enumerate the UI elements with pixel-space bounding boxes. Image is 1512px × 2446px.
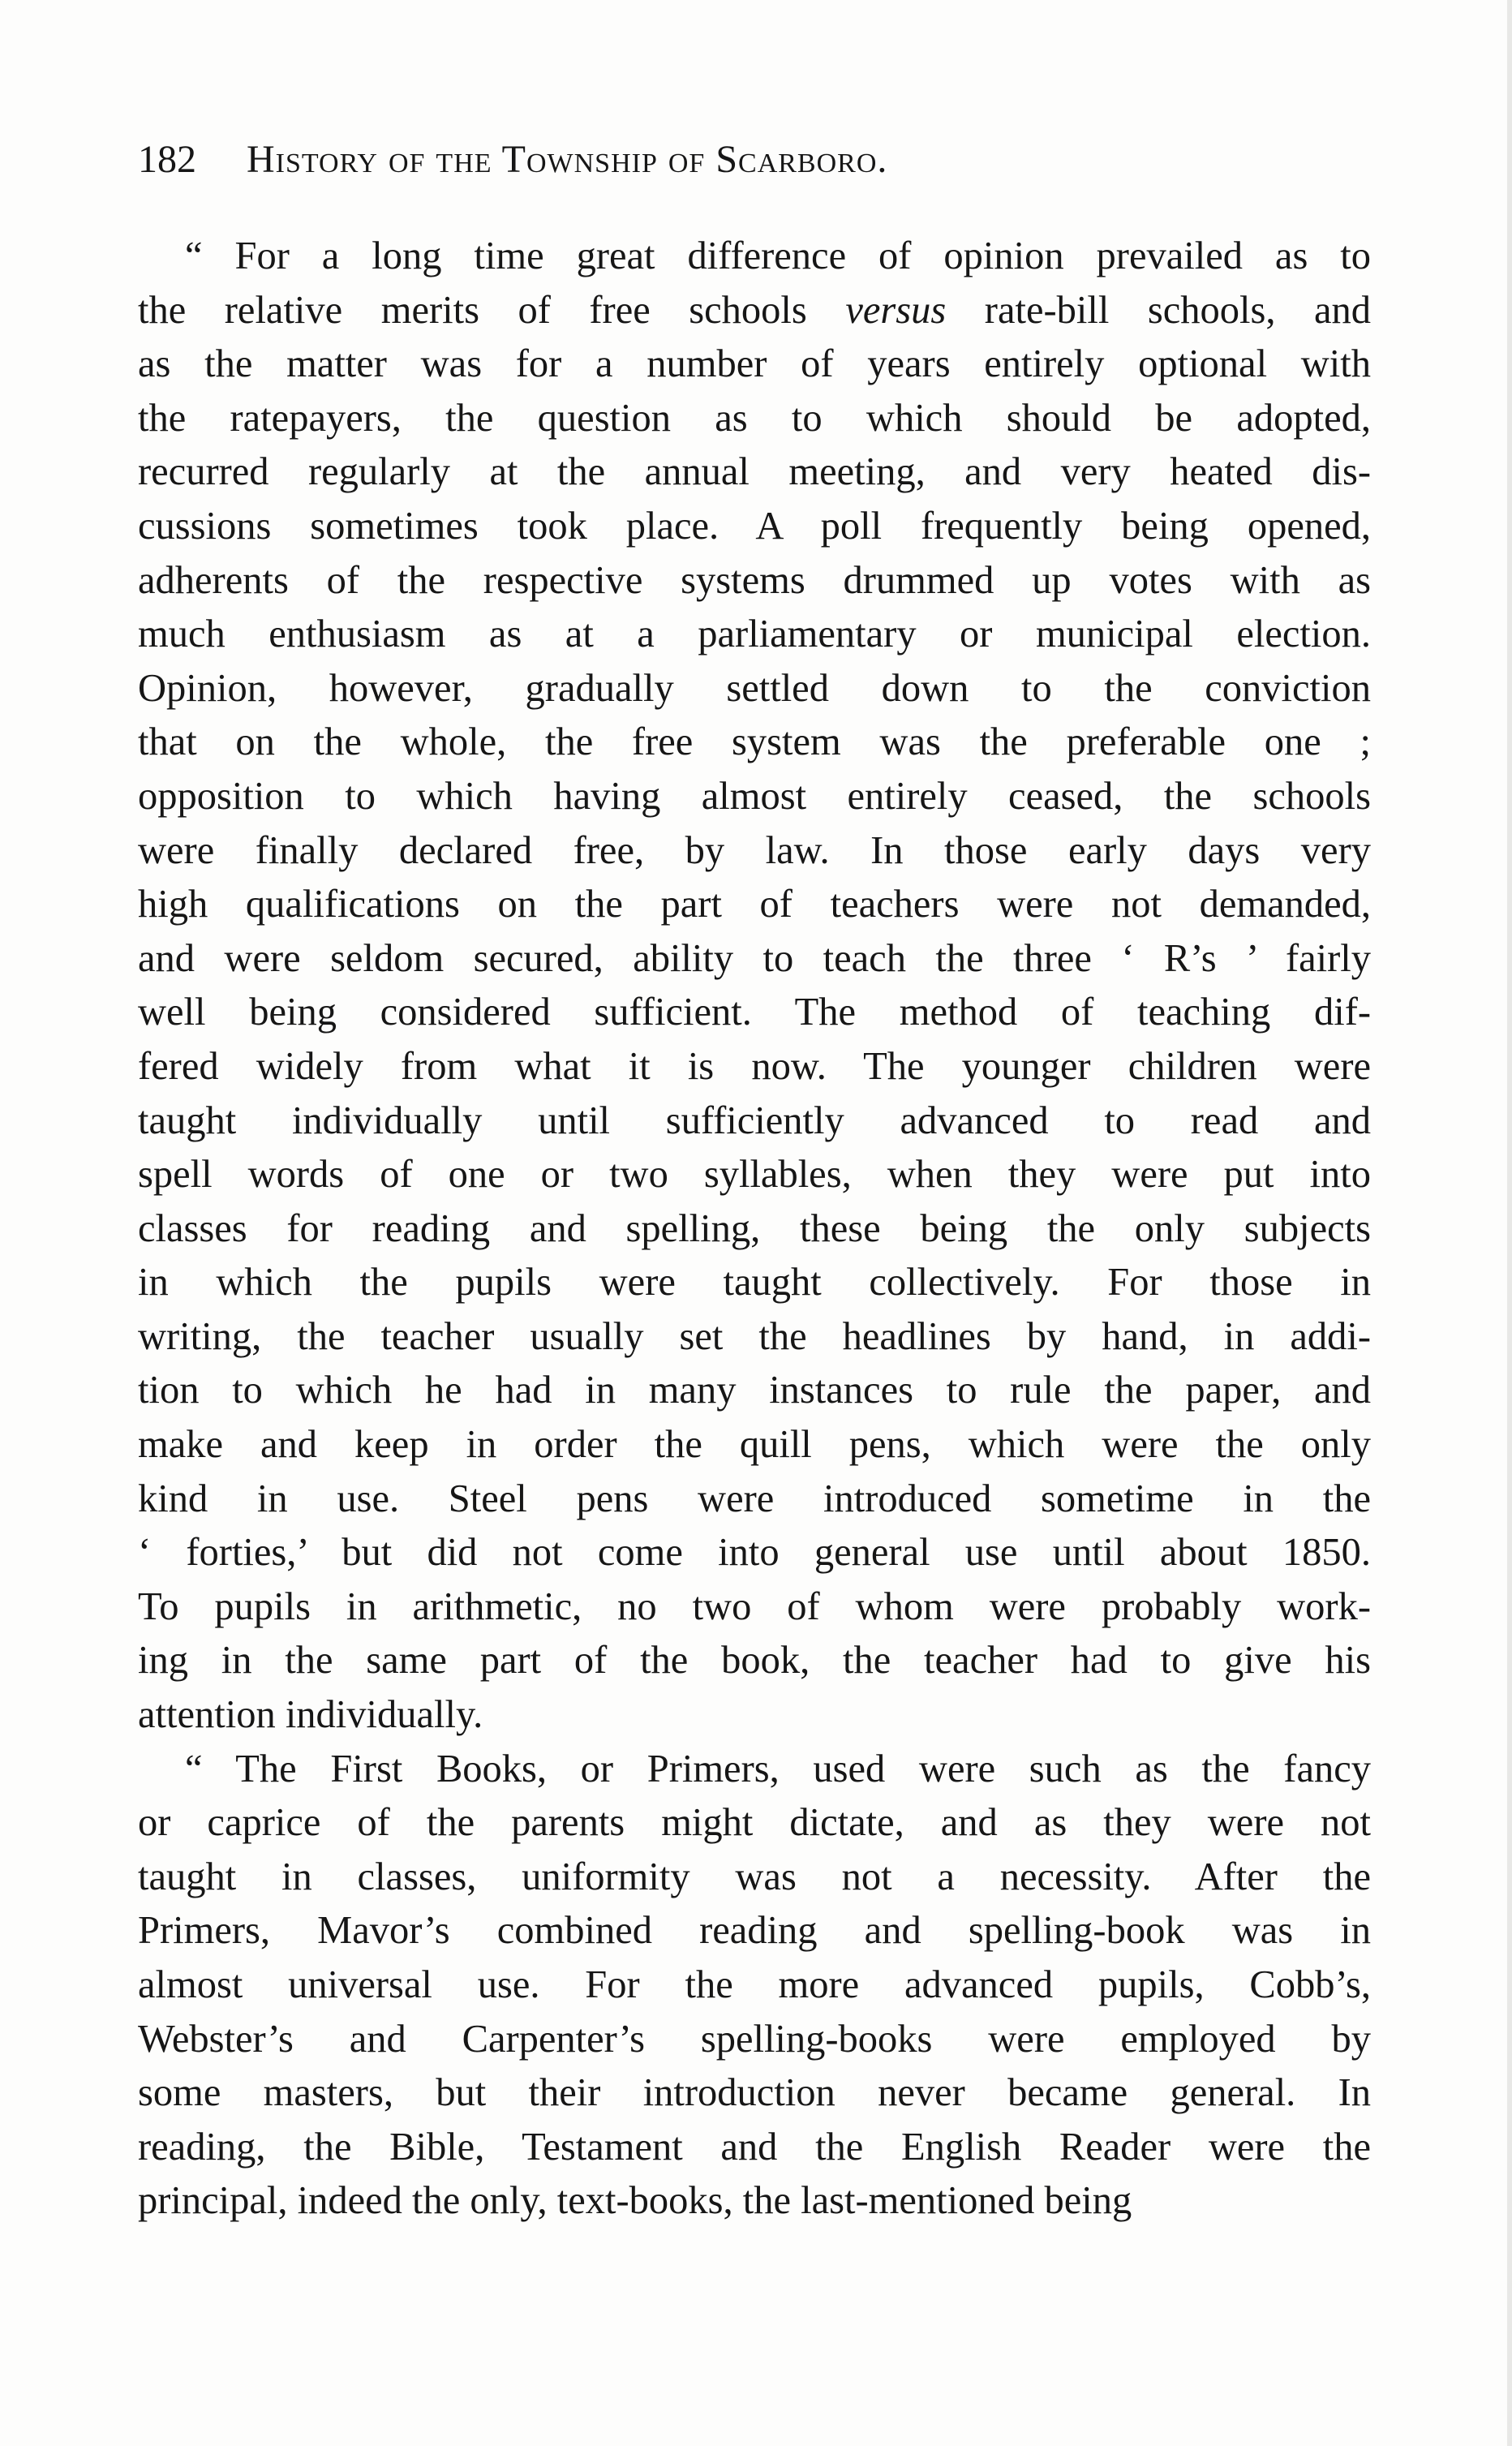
- text-line: classes for reading and spelling, these being the only subjects: [138, 1206, 1371, 1250]
- text-line: as the matter was for a number of years entirely optional with: [138, 342, 1371, 386]
- text-line: recurred regularly at the annual meeting, and very heated dis-: [138, 450, 1371, 494]
- text-line: much enthusiasm as at a parliamentary or municipal election.: [138, 613, 1371, 656]
- text-segment: rate-bill schools, and: [946, 288, 1372, 332]
- text-line: taught individually until sufficiently advanced to read and: [138, 1098, 1371, 1142]
- text-line: taught in classes, uniformity was not a necessity. After the: [138, 1855, 1371, 1898]
- text-line: attention individually.: [138, 1693, 483, 1737]
- page-number: 182: [138, 138, 196, 181]
- text-line: Webster’s and Carpenter’s spelling-books were employed by: [138, 2017, 1371, 2061]
- text-line: make and keep in order the quill pens, which were the only: [138, 1423, 1371, 1467]
- text-line: Primers, Mavor’s combined reading and spelling-book was in: [138, 1909, 1371, 1953]
- text-line: ing in the same part of the book, the teacher had to give his: [138, 1639, 1371, 1683]
- text-line: adherents of the respective systems drummed up votes with as: [138, 558, 1371, 602]
- text-line: “ For a long time great difference of opinion prevailed as to: [185, 234, 1371, 277]
- text-line: that on the whole, the free system was the preferable one ;: [138, 720, 1371, 764]
- text-line: some masters, but their introduction never became general. In: [138, 2071, 1371, 2115]
- scan-edge: [1507, 0, 1512, 2446]
- paragraph: [138, 230, 1371, 1743]
- body-text: [138, 230, 1371, 2229]
- text-line: ‘ forties,’ but did not come into general use until about 1850.: [138, 1531, 1371, 1575]
- text-line: or caprice of the parents might dictate, and as they were not: [138, 1801, 1371, 1845]
- text-segment: the relative merits of free schools: [138, 288, 846, 332]
- italic-word: versus: [845, 288, 947, 332]
- text-line: principal, indeed the only, text-books, the last-mentioned being: [138, 2179, 1132, 2223]
- text-line: almost universal use. For the more advanced pupils, Cobb’s,: [138, 1963, 1371, 2006]
- text-line: spell words of one or two syllables, when they were put into: [138, 1153, 1371, 1197]
- text-line: reading, the Bible, Testament and the English Reader were the: [138, 2125, 1371, 2169]
- page-header: [138, 131, 1371, 188]
- text-line: were finally declared free, by law. In those early days very: [138, 828, 1371, 872]
- text-line: fered widely from what it is now. The younger children were: [138, 1044, 1371, 1088]
- text-line: writing, the teacher usually set the headlines by hand, in addi-: [138, 1314, 1371, 1358]
- text-line: cussions sometimes took place. A poll frequently being opened,: [138, 504, 1371, 548]
- text-line: “ The First Books, or Primers, used were such as the fancy: [185, 1747, 1371, 1790]
- text-line: tion to which he had in many instances to rule the paper, and: [138, 1369, 1371, 1412]
- text-line: To pupils in arithmetic, no two of whom were probably work-: [138, 1584, 1371, 1628]
- text-line: the ratepayers, the question as to which should be adopted,: [138, 396, 1371, 440]
- text-line: and were seldom secured, ability to teach the three ‘ R’s ’ fairly: [138, 936, 1371, 980]
- running-title: History of the Township of Scarboro.: [247, 138, 888, 181]
- paragraph: [138, 1743, 1371, 2229]
- text-line: Opinion, however, gradually settled down to the conviction: [138, 666, 1371, 710]
- text-line: kind in use. Steel pens were introduced sometime in the: [138, 1477, 1371, 1520]
- text-line: opposition to which having almost entirely ceased, the schools: [138, 774, 1371, 818]
- text-line: in which the pupils were taught collectively. For those in: [138, 1261, 1371, 1305]
- text-line: well being considered sufficient. The method of teaching dif-: [138, 991, 1371, 1034]
- text-line: high qualifications on the part of teachers were not demanded,: [138, 883, 1371, 926]
- text-line: [138, 284, 1371, 338]
